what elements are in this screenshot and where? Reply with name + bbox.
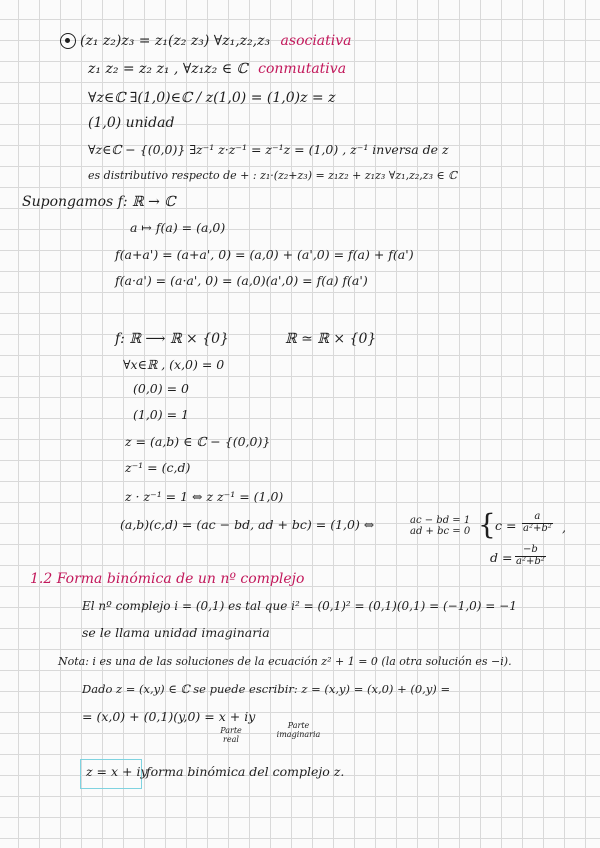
- f-map-line: f: ℝ ⟶ ℝ × {0}: [115, 331, 229, 347]
- c-fraction: [522, 512, 553, 534]
- c-denominator: a²+b²: [523, 522, 552, 534]
- c-lhs: c =: [495, 518, 517, 533]
- z-inv-line: z⁻¹ = (c,d): [125, 460, 191, 475]
- comm-formula: z₁ z₂ = z₂ z₁ , ∀z₁z₂ ∈ ℂ: [88, 61, 248, 77]
- map-a-line: a ↦ f(a) = (a,0): [130, 220, 226, 235]
- i-name-line: se le llama unidad imaginaria: [82, 625, 270, 640]
- forall-x-line: ∀x∈ℝ , (x,0) = 0: [123, 357, 225, 372]
- system-eq-2: ad + bc = 0: [410, 526, 471, 537]
- unit-name-line: (1,0) unidad: [88, 115, 175, 131]
- c-numerator: a: [522, 512, 553, 524]
- nota-line: Nota: i es una de las soluciones de la ecuación z² + 1 = 0 (la otra solución es −i).: [58, 655, 512, 668]
- z-ab-line: z = (a,b) ∈ ℂ − {(0,0)}: [125, 434, 271, 449]
- z-prod-line: z · z⁻¹ = 1 ⇔ z z⁻¹ = (1,0): [125, 489, 284, 504]
- comma-mark: ,: [562, 520, 566, 535]
- zero-line: (0,0) = 0: [133, 381, 190, 396]
- f-prod-line: f(a·a') = (a·a', 0) = (a,0)(a',0) = f(a) f(a'): [115, 273, 368, 288]
- f-sum-line: f(a+a') = (a+a', 0) = (a,0) + (a',0) = f(a) + f(a'): [115, 247, 414, 262]
- left-brace-icon: {: [478, 508, 496, 541]
- i-def-line: El nº complejo i = (0,1) es tal que i² = (0,1)² = (0,1)(0,1) = (−1,0) = −1: [82, 599, 517, 613]
- system-equations: [410, 515, 470, 537]
- one-line: (1,0) = 1: [133, 407, 190, 422]
- d-fraction: [515, 545, 546, 567]
- d-lhs: d =: [490, 550, 513, 565]
- section-title: 1.2 Forma binómica de un nº complejo: [30, 571, 305, 587]
- assoc-formula: (z₁ z₂)z₃ = z₁(z₂ z₃) ∀z₁,z₂,z₃: [80, 33, 271, 49]
- d-numerator: −b: [515, 545, 546, 557]
- distributive-line: es distributivo respecto de + : z₁·(z₂+z₃) = z₁z₂ + z₁z₃ ∀z₁,z₂,z₃ ∈ ℂ: [88, 169, 457, 182]
- eq-xy-line: = (x,0) + (0,1)(y,0) = x + iy: [82, 709, 256, 724]
- dado-line: Dado z = (x,y) ∈ ℂ se puede escribir: z = (x,y) = (x,0) + (0,y) =: [82, 682, 451, 696]
- system-eq-1: ac − bd = 1: [410, 515, 471, 526]
- suppose-line: Supongamos f: ℝ → ℂ: [22, 194, 176, 210]
- iso-line: ℝ ≃ ℝ × {0}: [285, 331, 377, 347]
- d-denominator: a²+b²: [516, 555, 545, 567]
- associative-line: [60, 33, 352, 49]
- commutative-line: [88, 62, 346, 76]
- inverse-line: ∀z∈ℂ − {(0,0)} ∃z⁻¹ z·z⁻¹ = z⁻¹z = (1,0) , z⁻¹ inversa de z: [88, 142, 449, 157]
- comm-label: conmutativa: [258, 61, 347, 77]
- assoc-label: asociativa: [280, 33, 352, 49]
- bullet-icon: [60, 33, 76, 49]
- solve-line: (a,b)(c,d) = (ac − bd, ad + bc) = (1,0) ⇔: [120, 517, 375, 532]
- parte-imag-label: Parte imaginaria: [276, 721, 321, 739]
- unit-exist-line: ∀z∈ℂ ∃(1,0)∈ℂ / z(1,0) = (1,0)z = z: [88, 90, 336, 106]
- binomic-form-line: forma binómica del complejo z.: [146, 764, 345, 779]
- parte-real-label: Parte real: [220, 726, 242, 744]
- boxed-formula: z = x + iy: [86, 764, 148, 779]
